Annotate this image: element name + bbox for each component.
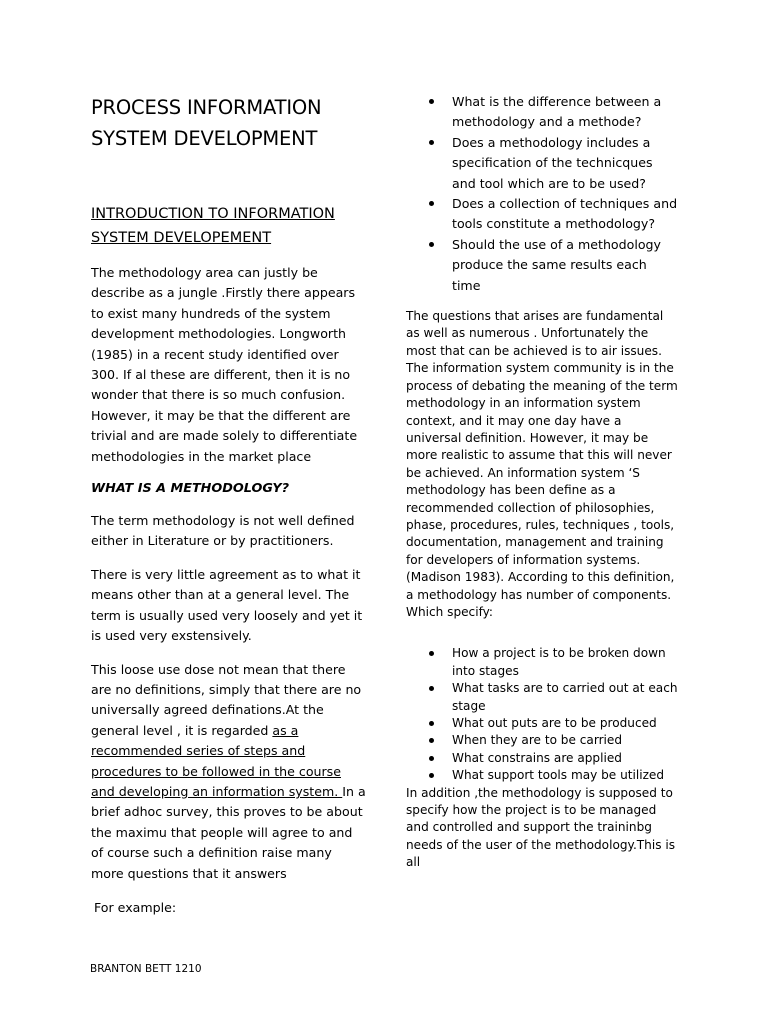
for-example-text: For example:: [94, 899, 177, 915]
intro-paragraph: The methodology area can justly be describe as a jungle .Firstly there appears to exist many hundreds of the system development methodologies. Longworth (1985) in a recent study identified over 300. If al these are different, then it is no wonder that there is so much confusion. However, it may be that the different are trivial and are made solely to differentiate methodologies in the market place: [91, 265, 358, 464]
agreement-paragraph: There is very little agreement as to what it means other than at a general level. The term is usually used very loosely and yet it is used very exstensively.: [91, 566, 363, 644]
intro-heading: INTRODUCTION TO INFORMATION SYSTEM DEVELOPEMENT: [91, 206, 335, 246]
list-item: What constrains are applied: [406, 750, 678, 767]
loose-use-text-c: In a brief adhoc survey, this proves to be about the maximu that people will agree to and of course such a definition raise many more questions that it answers: [91, 783, 366, 881]
question-list: [406, 92, 678, 296]
addition-paragraph: In addition ,the methodology is supposed to specify how the project is to be managed and controlled and support the traininbg needs of the user of the methodology.This is all: [406, 785, 676, 870]
loose-use-paragraph: [91, 660, 366, 884]
loose-use-text-a: This loose use dose not mean that there are no definitions, simply that there are no universally agreed definations.At the general level , it is regarded: [91, 661, 362, 738]
list-item: What is the difference between a methodology and a methode?: [406, 92, 678, 133]
right-column: [406, 92, 678, 872]
questions-paragraph: The questions that arises are fundamental as well as numerous . Unfortunately the most that can be achieved is to air issues. The information system community is in the process of debating the meaning of the term methodology in an information system context, and it may one day have a universal definition. However, it may be more realistic to assume that this will never be achieved. An information system ‘S methodology has been define as a recommended collection of philosophies, phase, procedures, rules, techniques , tools, documentation, management and training for developers of information systems. (Madison 1983). According to this definition, a methodology has number of components. Which specify:: [406, 309, 678, 619]
methodology-heading: WHAT IS A METHODOLOGY?: [91, 481, 290, 497]
definition-paragraph: The term methodology is not well defined either in Literature or by practitioners.: [91, 513, 355, 549]
list-item: Does a methodology includes a specification of the technicques and tool which are to be used?: [406, 133, 678, 194]
components-list: [406, 645, 678, 784]
list-item: Does a collection of techniques and tools constitute a methodology?: [406, 194, 678, 235]
list-item: What tasks are to carried out at each stage: [406, 680, 678, 715]
page-title: PROCESS INFORMATION SYSTEM DEVELOPMENT: [91, 96, 322, 150]
footer-author: BRANTON BETT 1210: [90, 963, 202, 975]
underlined-definition: as a recommended series of steps and procedures to be followed in the course and developing an information system.: [91, 722, 343, 799]
left-column: [91, 92, 366, 918]
list-item: What support tools may be utilized: [406, 767, 678, 784]
list-item: What out puts are to be produced: [406, 715, 678, 732]
list-item: When they are to be carried: [406, 732, 678, 749]
list-item: How a project is to be broken down into stages: [406, 645, 678, 680]
list-item: Should the use of a methodology produce the same results each time: [406, 235, 678, 296]
